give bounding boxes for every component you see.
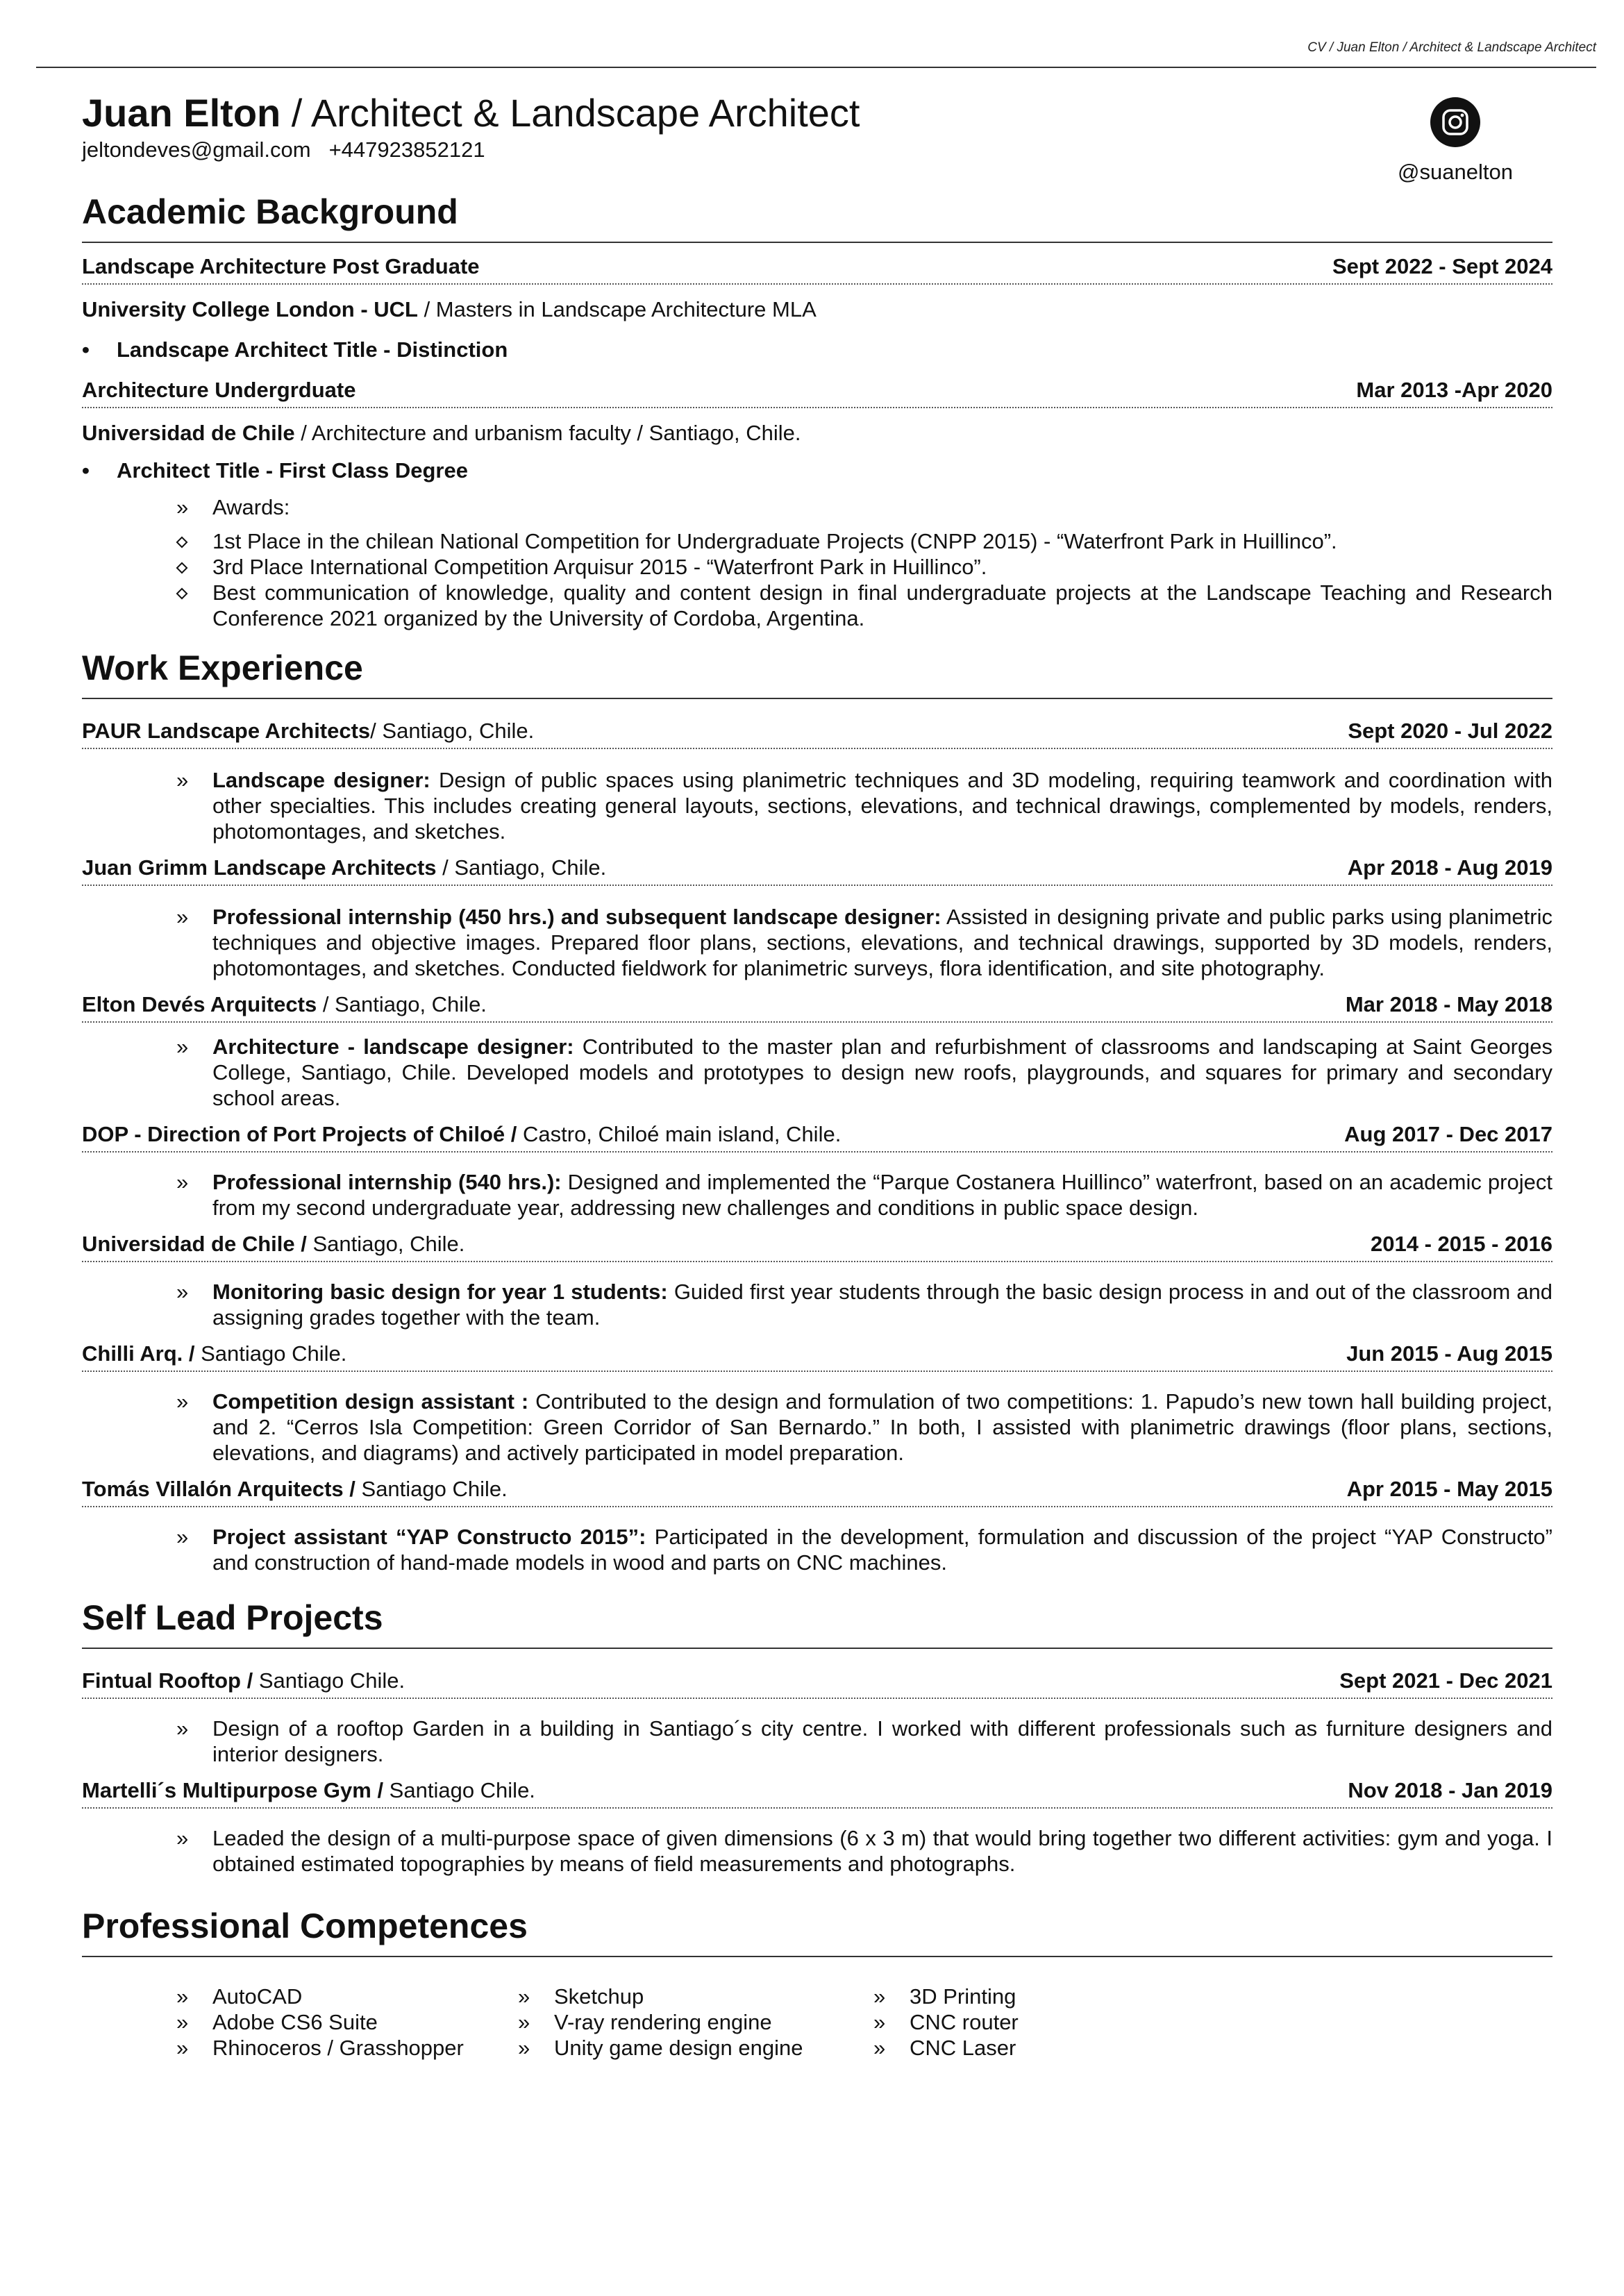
entry-head-job <box>82 1121 1552 1153</box>
org-location: / Santiago, Chile. <box>370 719 535 743</box>
entry-dates: Nov 2018 - Jan 2019 <box>1348 1778 1552 1802</box>
running-header: CV / Juan Elton / Architect & Landscape Architect <box>1307 40 1596 55</box>
section-academic <box>82 190 1552 631</box>
entry-dates: Sept 2021 - Dec 2021 <box>1339 1668 1552 1693</box>
competence-item: » Rhinoceros / Grasshopper <box>176 2036 464 2060</box>
institution-name: Universidad de Chile <box>82 421 295 445</box>
entry-dates: Sept 2022 - Sept 2024 <box>1332 254 1552 278</box>
chevron-marker: » <box>518 1984 530 2009</box>
section-competences <box>82 1904 1552 2061</box>
institution-name: University College London - UCL <box>82 297 418 321</box>
entry-dates: Mar 2018 - May 2018 <box>1345 992 1552 1016</box>
entry-dates: Mar 2013 -Apr 2020 <box>1356 378 1552 402</box>
competences-column <box>873 1984 1019 2061</box>
job-role: Professional internship (450 hrs.) and subsequent landscape designer: <box>212 905 941 929</box>
chevron-marker: » <box>176 2036 189 2060</box>
project-name: Fintual Rooftop / <box>82 1668 253 1693</box>
org-location: Santiago, Chile. <box>306 1232 465 1256</box>
full-name: Juan Elton <box>82 91 281 135</box>
org-location: / Santiago, Chile. <box>436 855 607 880</box>
section-title-work: Work Experience <box>82 646 1552 699</box>
org-name: PAUR Landscape Architects <box>82 719 371 743</box>
org-name: Elton Devés Arquitects <box>82 992 317 1016</box>
job-description: » Architecture - landscape designer: Contributed to the master plan and refurbishment of classrooms and landscaping at Saint Georges College, Santiago, Chile. Developed models and prototypes to design new roofs, playgrounds, and squares for primary and secondary school areas. <box>176 1034 1552 1110</box>
chevron-marker: » <box>873 1984 886 2009</box>
chevron-marker: » <box>176 768 189 792</box>
diamond-bullet-icon <box>176 537 188 548</box>
entry-head-job <box>82 1475 1552 1507</box>
entry-title: Landscape Architecture Post Graduate <box>82 254 480 278</box>
diamond-bullet-icon <box>176 562 188 574</box>
org-location: Santiago Chile. <box>355 1477 508 1501</box>
entry-head-job <box>82 991 1552 1023</box>
role-title: / Architect & Landscape Architect <box>281 91 860 135</box>
award-item: 3rd Place International Competition Arquisur 2015 - “Waterfront Park in Huillinco”. <box>82 554 1552 580</box>
contact-line <box>82 137 1552 162</box>
section-title-self-lead: Self Lead Projects <box>82 1596 1552 1649</box>
competence-item: » Sketchup <box>518 1984 644 2009</box>
entry-dates: Apr 2018 - Aug 2019 <box>1347 855 1552 880</box>
job-role: Professional internship (540 hrs.): <box>212 1170 562 1194</box>
chevron-marker: » <box>176 1826 189 1850</box>
org-location: Castro, Chiloé main island, Chile. <box>517 1122 842 1146</box>
phone-number: +447923852121 <box>328 137 485 162</box>
entry-dates: Aug 2017 - Dec 2017 <box>1344 1122 1552 1146</box>
chevron-marker: » <box>176 1170 189 1194</box>
section-work <box>82 646 1552 1575</box>
org-location: Santiago Chile. <box>194 1341 347 1366</box>
job-description: » Professional internship (450 hrs.) and subsequent landscape designer: Assisted in designing private and public parks using planimetric techniques and objective images. Prepared floor plans, sections, elevations, and technical drawings, supported by 3D models, renders, photomontages, and sketches. Conducted fieldwork for planimetric surveys, flora identification, and site photography. <box>176 905 1552 980</box>
org-name: Tomás Villalón Arquitects / <box>82 1477 355 1501</box>
section-title-academic: Academic Background <box>82 190 1552 243</box>
chevron-marker: » <box>176 495 189 519</box>
competence-item: » CNC Laser <box>873 2036 1016 2060</box>
job-role: Project assistant “YAP Constructo 2015”: <box>212 1525 646 1549</box>
competences-column <box>176 1984 518 2061</box>
social-block <box>1386 97 1525 185</box>
chevron-marker: » <box>176 2010 189 2034</box>
email-link[interactable]: jeltondeves@gmail.com <box>82 137 311 162</box>
chevron-marker: » <box>518 2010 530 2034</box>
job-description: » Landscape designer: Design of public spaces using planimetric techniques and 3D modeling, requiring teamwork and coordination with other specialties. This includes creating general layouts, sections, elevations, and technical drawings, complemented by models, renders, photomontages, and sketches. <box>176 768 1553 844</box>
entry-dates: Apr 2015 - May 2015 <box>1346 1477 1552 1501</box>
chevron-marker: » <box>176 1280 189 1304</box>
instagram-icon[interactable] <box>1430 97 1480 147</box>
entry-title: Architecture Undergrduate <box>82 378 356 402</box>
job-role: Architecture - landscape designer: <box>212 1034 574 1059</box>
cv-header <box>82 90 1552 184</box>
org-name: DOP - Direction of Port Projects of Chiloé / <box>82 1122 517 1146</box>
chevron-marker: » <box>176 1984 189 2009</box>
award-item: Best communication of knowledge, quality and content design in final undergraduate projects at the Landscape Teaching and Research Conference 2021 organized by the University of Cordoba, Argentina. <box>82 580 1552 631</box>
competence-item: » Adobe CS6 Suite <box>176 2010 378 2034</box>
org-name: Chilli Arq. / <box>82 1341 195 1366</box>
degree-bullet: • Architect Title - First Class Degree <box>82 457 1552 485</box>
entry-institution-line <box>82 296 1552 324</box>
project-description: » Leaded the design of a multi-purpose space of given dimensions (6 x 3 m) that would bring together two different activities: gym and yoga. I obtained estimated topographies by means of field measurements and photographs. <box>176 1826 1552 1876</box>
competences-column <box>518 1984 873 2061</box>
entry-institution-line <box>82 419 1552 447</box>
entry-head-job <box>82 717 1552 749</box>
chevron-marker: » <box>873 2036 886 2060</box>
competences-grid <box>82 1984 1552 2061</box>
chevron-marker: » <box>518 2036 530 2060</box>
job-role: Competition design assistant : <box>212 1389 529 1414</box>
competence-item: » AutoCAD <box>176 1984 303 2009</box>
entry-head-job <box>82 1230 1552 1262</box>
award-item: 1st Place in the chilean National Competition for Undergraduate Projects (CNPP 2015) - “Waterfront Park in Huillinco”. <box>82 528 1552 554</box>
org-name: Universidad de Chile / <box>82 1232 307 1256</box>
org-name: Juan Grimm Landscape Architects <box>82 855 437 880</box>
competence-item: » CNC router <box>873 2010 1019 2034</box>
top-rule <box>36 67 1596 68</box>
project-location: Santiago Chile. <box>383 1778 535 1802</box>
org-location: / Santiago, Chile. <box>317 992 487 1016</box>
chevron-marker: » <box>176 1716 189 1741</box>
degree-bullet: • Landscape Architect Title - Distinction <box>82 336 1552 364</box>
job-description: » Monitoring basic design for year 1 students: Guided first year students through the basic design process in and out of the classroom and assigning grades together with the team. <box>176 1280 1552 1330</box>
job-description: » Project assistant “YAP Constructo 2015”: Participated in the development, formulation and discussion of the project “YAP Constructo” and construction of hand-made models in wood and parts on CNC machines. <box>176 1525 1552 1575</box>
chevron-marker: » <box>176 1034 189 1059</box>
entry-dates: 2014 - 2015 - 2016 <box>1371 1232 1552 1256</box>
project-name: Martelli´s Multipurpose Gym / <box>82 1778 384 1802</box>
section-title-competences: Professional Competences <box>82 1904 1552 1957</box>
entry-dates: Jun 2015 - Aug 2015 <box>1346 1341 1552 1366</box>
project-location: Santiago Chile. <box>253 1668 405 1693</box>
chevron-marker: » <box>873 2010 886 2034</box>
social-handle[interactable]: @suanelton <box>1398 160 1513 184</box>
competence-item: » V-ray rendering engine <box>518 2010 772 2034</box>
competence-item: » 3D Printing <box>873 1984 1016 2009</box>
chevron-marker: » <box>176 905 189 929</box>
entry-head-undergrad <box>82 376 1552 408</box>
entry-head-job <box>82 1340 1552 1372</box>
job-description: » Competition design assistant : Contributed to the design and formulation of two competitions: 1. Papudo’s new town hall building project, and 2. “Cerros Isla Competition: Green Corridor of San Bernardo.” In both, I assisted with planimetric drawings (floor plans, sections, elevations, and diagrams) and actively participated in model preparation. <box>176 1389 1552 1465</box>
entry-head-project <box>82 1777 1552 1809</box>
job-role: Landscape designer: <box>212 768 430 792</box>
entry-head-postgrad <box>82 253 1552 285</box>
awards-label: » Awards: <box>176 495 290 519</box>
entry-head-job <box>82 854 1552 886</box>
chevron-marker: » <box>176 1525 189 1549</box>
section-self-lead <box>82 1596 1552 1877</box>
job-description: » Professional internship (540 hrs.): Designed and implemented the “Parque Costanera Huillinco” waterfront, based on an academic project from my second undergraduate year, addressing new challenges and conditions in public space design. <box>176 1170 1552 1220</box>
entry-head-project <box>82 1667 1552 1699</box>
diamond-bullet-icon <box>176 588 188 600</box>
competence-item: » Unity game design engine <box>518 2036 803 2060</box>
job-role: Monitoring basic design for year 1 students: <box>212 1280 668 1304</box>
cv-page <box>82 90 1552 2061</box>
chevron-marker: » <box>176 1389 189 1414</box>
institution-detail: / Architecture and urbanism faculty / Santiago, Chile. <box>294 421 801 445</box>
project-description: » Design of a rooftop Garden in a building in Santiago´s city centre. I worked with different professionals such as furniture designers and interior designers. <box>176 1716 1552 1766</box>
name-line <box>82 90 1552 136</box>
entry-dates: Sept 2020 - Jul 2022 <box>1348 719 1552 743</box>
institution-detail: / Masters in Landscape Architecture MLA <box>417 297 817 321</box>
